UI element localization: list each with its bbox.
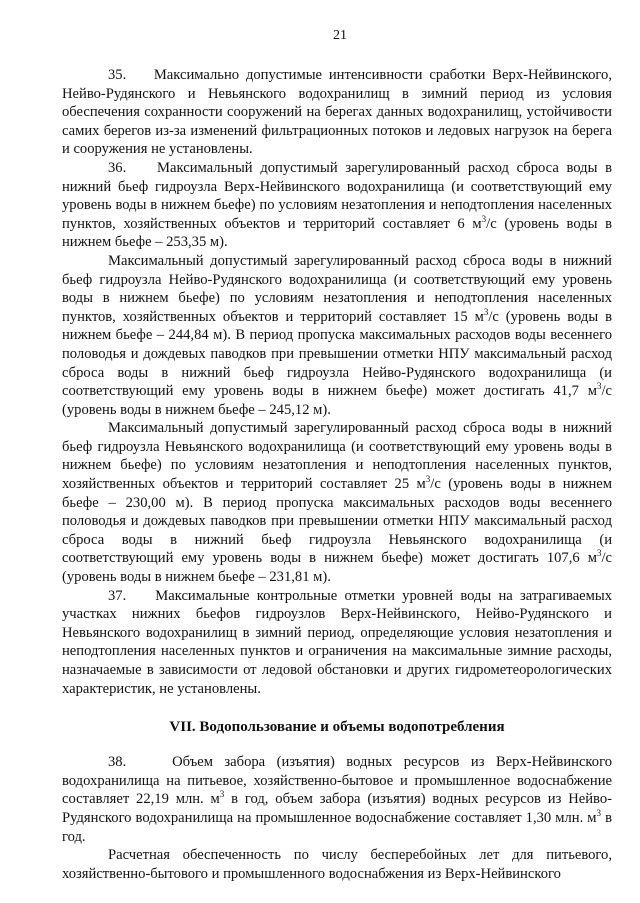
paragraph-p37: 37. Максимальные контрольные отметки уровней воды на затрагиваемых участках нижних бьефов гидроузлов Верх-Нейвинского, Нейво-Рудянского и Невьянского водохранилищ в зимний период, определяющие условия незатопления и неподтопления населенных пунктов и ограничения на максимальные зимние расходы, назначаемые в зависимости от ледовой обстановки и других гидрометеорологических характеристик, не установлены. (62, 587, 612, 697)
paragraph-p36: 36. Максимальный допустимый зарегулированный расход сброса воды в нижний бьеф гидроузла Верх-Нейвинского водохранилища (и соответствующий ему уровень воды в нижнем бьефе) по условиям незатопления и неподтопления населенных пунктов, хозяйственных объектов и территорий составляет 6 $м^3/с$ (уровень воды в нижнем бьефе – 253,35 м). (62, 159, 612, 251)
paragraphs-after-section (62, 753, 612, 883)
paragraphs-before-section (62, 66, 612, 698)
paragraph-p38: 38. Объем забора (изъятия) водных ресурсов из Верх-Нейвинского водохранилища на питьевое, хозяйственно-бытовое и промышленное водоснабжение составляет 22,19 млн. $м^3$ в год, объем забора (изъятия) водных ресурсов из Нейво-Рудянского водохранилища на промышленное водоснабжение составляет 1,30 млн. $м^3$ в год. (62, 754, 612, 845)
paragraph-p36b: Максимальный допустимый зарегулированный расход сброса воды в нижний бьеф гидроузла Нейво-Рудянского водохранилища (и соответствующий ему уровень воды в нижнем бьефе) по условиям незатопления и неподтопления населенных пунктов, хозяйственных объектов и территорий составляет 15 $м^3/с$ (уровень воды в нижнем бьефе – 244,84 м). В период пропуска максимальных расходов воды весеннего половодья и дождевых паводков при превышении отметки НПУ максимальный расход сброса воды в нижний бьеф гидроузла Нейво-Рудянского водохранилища (и соответствующий ему уровень воды в нижнем бьефе) может достигать 41,7 $м^3/с$ (уровень воды в нижнем бьефе – 245,12 м). (62, 252, 612, 418)
page-number: 21 (333, 28, 347, 43)
paragraph-p36c: Максимальный допустимый зарегулированный расход сброса воды в нижний бьеф гидроузла Невьянского водохранилища (и соответствующий ему уровень воды в нижнем бьефе) по условиям незатопления и неподтопления населенных пунктов, хозяйственных объектов и территорий составляет 25 $м^3/с$ (уровень воды в нижнем бьефе – 230,00 м). В период пропуска максимальных расходов воды весеннего половодья и дождевых паводков при превышении отметки НПУ максимальный расход сброса воды в нижний бьеф гидроузла Невьянского водохранилища (и соответствующий ему уровень воды в нижнем бьефе) может достигать 107,6 $м^3/с$ (уровень воды в нижнем бьефе – 231,81 м). (62, 420, 612, 586)
paragraph-p35: 35. Максимально допустимые интенсивности сработки Верх-Нейвинского, Нейво-Рудянского и Невьянского водохранилищ в зимний период из условия обеспечения сохранности сооружений на берегах данных водохранилищ, устойчивости самих берегов из-за изменений фильтрационных потоков и ледовых нагрузок на берега и сооружения не установлены. (62, 67, 612, 158)
document-body (62, 66, 612, 883)
section-heading: VII. Водопользование и объемы водопотребления (169, 719, 505, 736)
paragraph-p38b: Расчетная обеспеченность по числу бесперебойных лет для питьевого, хозяйственно-бытового и промышленного водоснабжения из Верх-Нейвинского (62, 847, 612, 882)
